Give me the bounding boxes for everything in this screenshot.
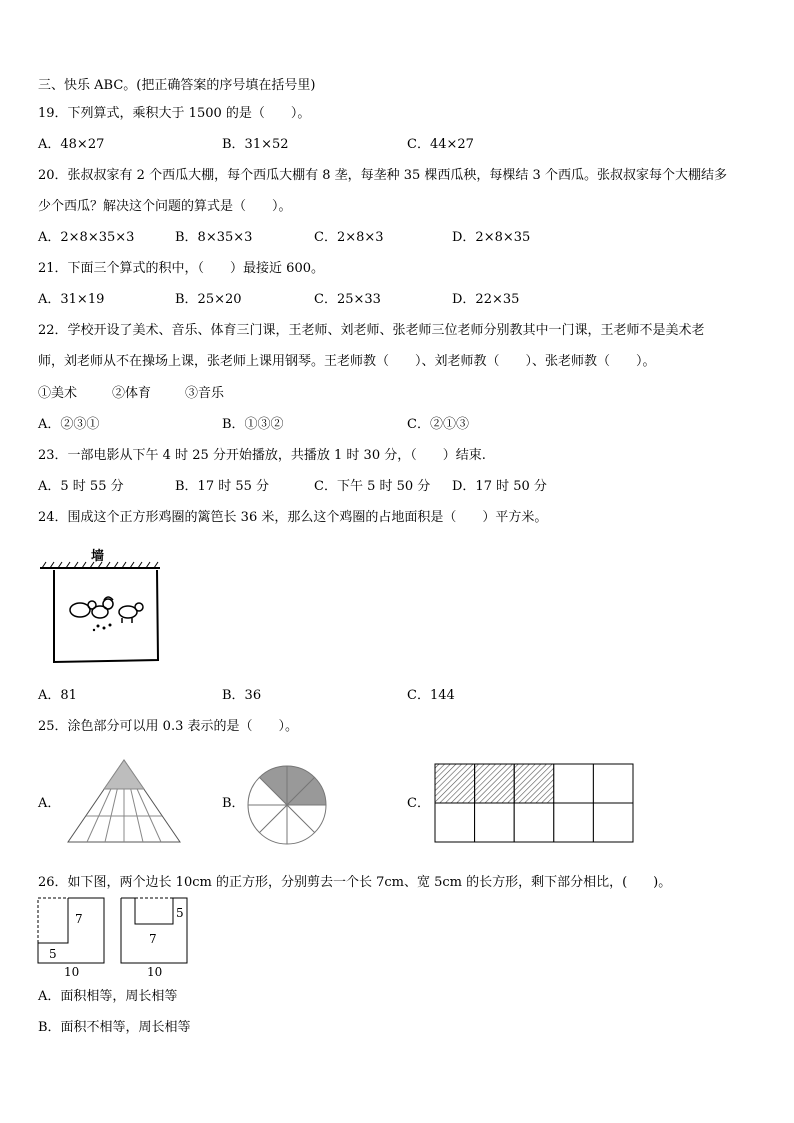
- q24-option-c[interactable]: C．144: [407, 688, 455, 703]
- q23-stem: 23．一部电影从下午 4 时 25 分开始播放，共播放 1 时 30 分，（ ）结束.: [38, 448, 486, 463]
- wall-label: 墙: [91, 549, 105, 564]
- q20-option-c[interactable]: C．2×8×3: [314, 230, 384, 245]
- fig2-mid-label: 7: [149, 932, 157, 946]
- q26-stem: 26．如下图，两个边长 10cm 的正方形，分别剪去一个长 7cm、宽 5cm 的长方形，剩下部分相比，( )。: [38, 875, 672, 890]
- q19-option-a[interactable]: A．48×27: [38, 137, 105, 152]
- q22-stem-line2: 师，刘老师从不在操场上课，张老师上课用钢琴。王老师教（ ）、刘老师教（ ）、张老师教（ ）。: [38, 354, 656, 369]
- q21-stem: 21．下面三个算式的积中，（ ）最接近 600。: [38, 261, 324, 276]
- circle-figure: [246, 764, 328, 846]
- triangle-figure: [66, 758, 182, 844]
- fig1-top-label: 7: [75, 912, 83, 926]
- q23-option-a[interactable]: A．5 时 55 分: [38, 479, 124, 494]
- grid-cell-shaded: [514, 764, 554, 803]
- grid-cell: [475, 803, 515, 842]
- q20-stem-line2: 少个西瓜？解决这个问题的算式是（ ）。: [38, 199, 292, 214]
- q24-option-a[interactable]: A．81: [38, 688, 77, 703]
- section-title: 三、快乐 ABC。(把正确答案的序号填在括号里): [38, 78, 316, 93]
- grid-cell: [435, 803, 475, 842]
- q25-option-a[interactable]: A．: [38, 796, 61, 811]
- fig2-right-label: 5: [176, 906, 184, 920]
- grid-figure: [434, 763, 634, 843]
- q20-option-b[interactable]: B．8×35×3: [175, 230, 253, 245]
- fig1-side-label: 10: [64, 965, 80, 979]
- q24-option-b[interactable]: B．36: [222, 688, 262, 703]
- q22-option-c[interactable]: C．②①③: [407, 417, 469, 432]
- q21-option-c[interactable]: C．25×33: [314, 292, 381, 307]
- q22-choice-3: ③音乐: [185, 386, 225, 401]
- q20-stem-line1: 20．张叔叔家有 2 个西瓜大棚，每个西瓜大棚有 8 垄，每垄种 35 棵西瓜秧，每棵结 3 个西瓜。张叔叔家每个大棚结多: [38, 168, 727, 183]
- square-figure-2: [119, 896, 191, 980]
- fig2-side-label: 10: [147, 965, 163, 979]
- q22-choice-2: ②体育: [112, 386, 152, 401]
- chicken-icon: [70, 597, 143, 623]
- q22-stem-line1: 22．学校开设了美术、音乐、体育三门课，王老师、刘老师、张老师三位老师分别教其中一门课，王老师不是美术老: [38, 323, 705, 338]
- q19-option-c[interactable]: C．44×27: [407, 137, 474, 152]
- q23-option-b[interactable]: B．17 时 55 分: [175, 479, 270, 494]
- q21-option-b[interactable]: B．25×20: [175, 292, 242, 307]
- triangle-shaded-top: [104, 760, 144, 789]
- square-figure-1: [36, 896, 108, 980]
- grid-cell-shaded: [475, 764, 515, 803]
- q23-option-c[interactable]: C．下午 5 时 50 分: [314, 479, 431, 494]
- q22-option-b[interactable]: B．①③②: [222, 417, 284, 432]
- grid-cell: [514, 803, 554, 842]
- grid-cell: [554, 764, 594, 803]
- q19-stem: 19．下列算式，乘积大于 1500 的是（ ）。: [38, 106, 311, 121]
- grid-cell-shaded: [435, 764, 475, 803]
- q19-option-b[interactable]: B．31×52: [222, 137, 289, 152]
- q26-option-b[interactable]: B．面积不相等，周长相等: [38, 1020, 191, 1035]
- q26-option-a[interactable]: A．面积相等，周长相等: [38, 989, 178, 1004]
- grid-cell: [593, 803, 633, 842]
- q25-option-c[interactable]: C．: [407, 796, 430, 811]
- q22-option-a[interactable]: A．②③①: [38, 417, 100, 432]
- q25-stem: 25．涂色部分可以用 0.3 表示的是（ ）。: [38, 719, 298, 734]
- q20-option-d[interactable]: D．2×8×35: [452, 230, 531, 245]
- q24-stem: 24．围成这个正方形鸡圈的篱笆长 36 米，那么这个鸡圈的占地面积是（ ）平方米。: [38, 510, 548, 525]
- q25-option-b[interactable]: B．: [222, 796, 245, 811]
- q22-choice-1: ①美术: [38, 386, 78, 401]
- grid-cell: [593, 764, 633, 803]
- grid-cell: [554, 803, 594, 842]
- q23-option-d[interactable]: D．17 时 50 分: [452, 479, 547, 494]
- q21-option-a[interactable]: A．31×19: [38, 292, 105, 307]
- q21-option-d[interactable]: D．22×35: [452, 292, 520, 307]
- q20-option-a[interactable]: A．2×8×35×3: [38, 230, 135, 245]
- chicken-coop-figure: [36, 546, 166, 668]
- fig1-bottom-label: 5: [49, 947, 57, 961]
